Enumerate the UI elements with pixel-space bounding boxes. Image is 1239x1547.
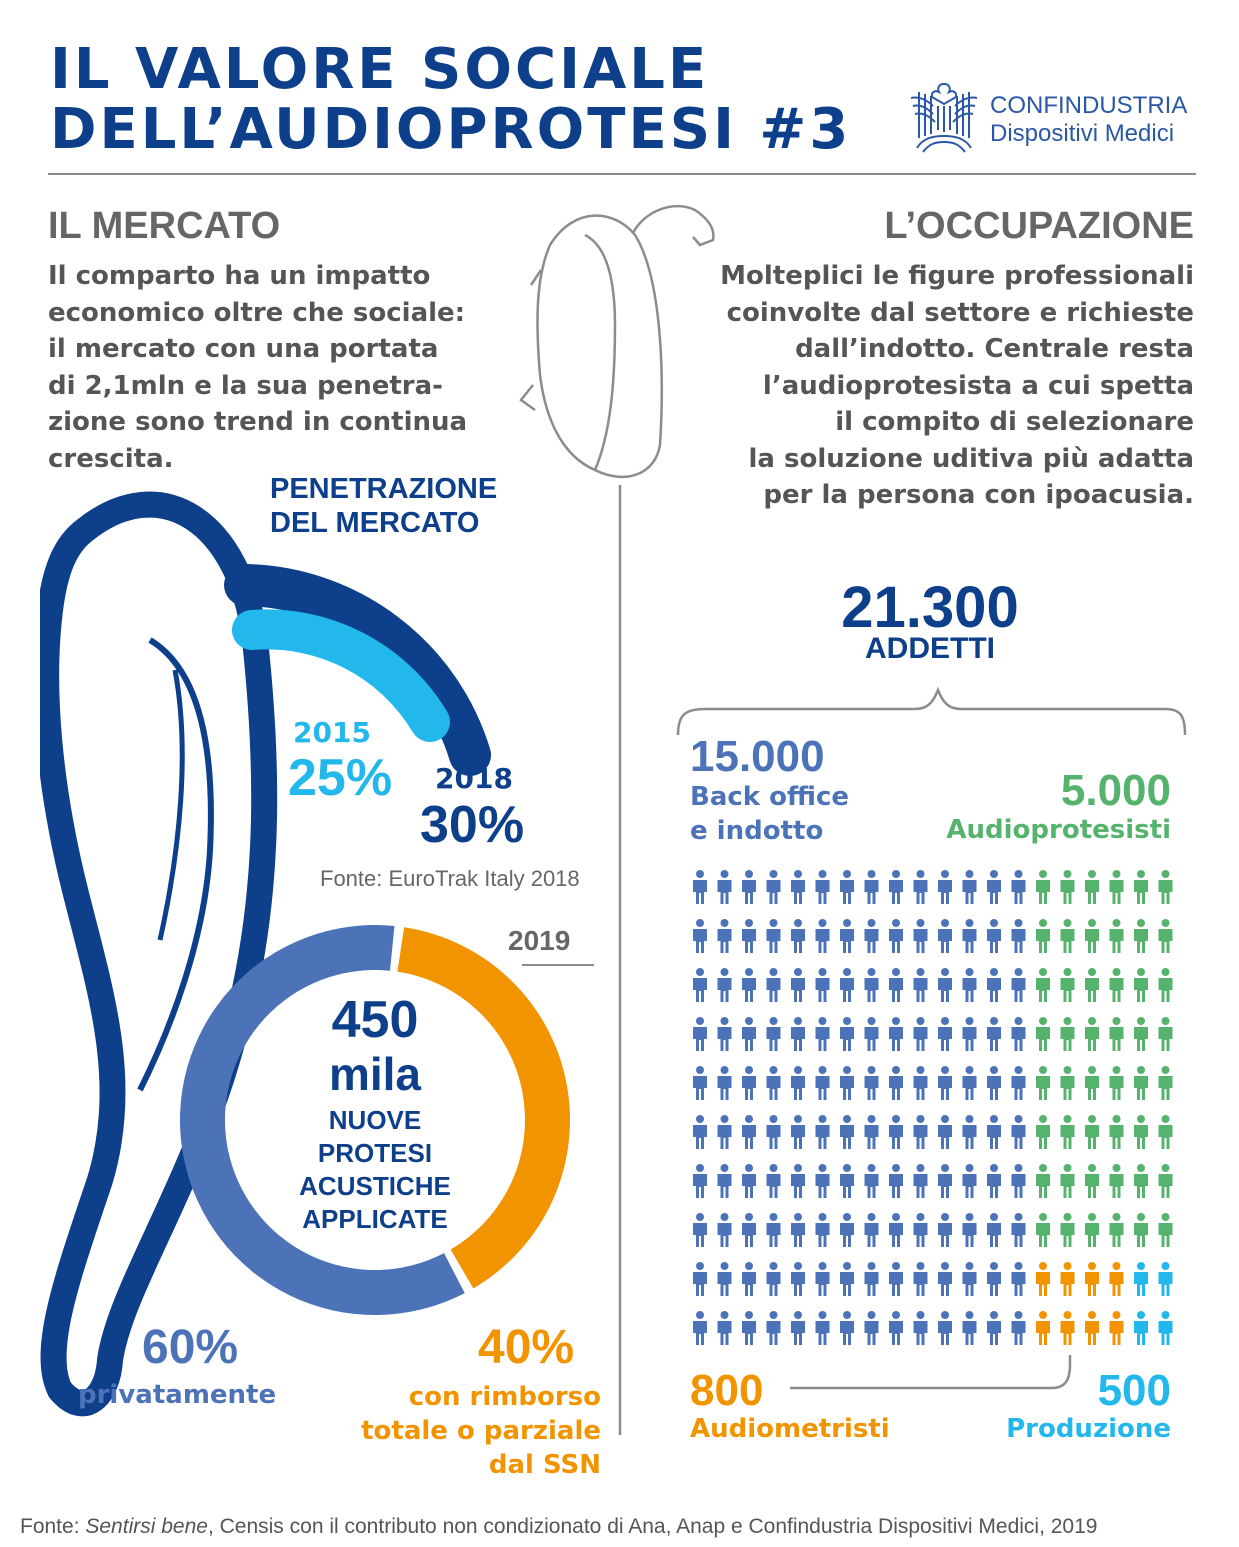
- person-icon: [693, 1311, 707, 1345]
- person-icon: [791, 1115, 805, 1149]
- person-icon: [938, 1115, 952, 1149]
- occupazione-heading: L’OCCUPAZIONE: [884, 205, 1194, 247]
- person-icon: [914, 1164, 928, 1198]
- person-icon: [767, 1115, 781, 1149]
- ssn-label-2: totale o parziale: [361, 1416, 601, 1446]
- person-icon: [816, 968, 830, 1002]
- mercato-heading: IL MERCATO: [48, 205, 281, 247]
- logo-text: [990, 92, 1187, 148]
- person-icon: [791, 1164, 805, 1198]
- audioprotesisti-value: 5.000: [1060, 766, 1171, 815]
- protesi-center: [240, 992, 510, 1236]
- back-office-label-2: e indotto: [690, 816, 824, 846]
- person-icon: [963, 1311, 977, 1345]
- person-icon: [987, 1066, 1001, 1100]
- person-icon: [1036, 919, 1050, 953]
- person-icon: [767, 1311, 781, 1345]
- value-2015: 25%: [288, 749, 393, 807]
- person-icon: [1134, 1164, 1148, 1198]
- person-icon: [865, 1164, 879, 1198]
- person-icon: [840, 1213, 854, 1247]
- person-icon: [1012, 1213, 1026, 1247]
- audiometristi-connector: [790, 1355, 1080, 1395]
- person-icon: [1061, 1311, 1075, 1345]
- person-icon: [914, 1017, 928, 1051]
- person-icon: [693, 1017, 707, 1051]
- person-icon: [889, 968, 903, 1002]
- person-icon: [963, 1017, 977, 1051]
- person-icon: [938, 1164, 952, 1198]
- person-icon: [718, 1262, 732, 1296]
- person-icon: [742, 870, 756, 904]
- person-icon: [1159, 1164, 1173, 1198]
- person-icon: [816, 919, 830, 953]
- person-icon: [840, 919, 854, 953]
- year-2015: 2015: [293, 716, 371, 749]
- header-divider: [48, 173, 1196, 175]
- mercato-text-line: zione sono trend in continua: [48, 407, 468, 437]
- person-icon: [816, 1066, 830, 1100]
- person-icon: [914, 1066, 928, 1100]
- footer-italic: Sentirsi bene: [85, 1515, 208, 1538]
- person-icon: [767, 1213, 781, 1247]
- person-icon: [865, 1262, 879, 1296]
- person-icon: [987, 1311, 1001, 1345]
- person-icon: [1085, 968, 1099, 1002]
- person-icon: [963, 1164, 977, 1198]
- person-icon: [791, 968, 805, 1002]
- back-office-label-1: Back office: [690, 782, 850, 812]
- person-icon: [1036, 870, 1050, 904]
- person-icon: [767, 1262, 781, 1296]
- person-icon: [1036, 1311, 1050, 1345]
- person-icon: [987, 1164, 1001, 1198]
- person-icon: [987, 919, 1001, 953]
- person-icon: [987, 870, 1001, 904]
- person-icon: [1134, 1066, 1148, 1100]
- person-icon: [693, 919, 707, 953]
- person-icon: [742, 968, 756, 1002]
- mercato-text-line: economico oltre che sociale:: [48, 297, 466, 328]
- person-icon: [987, 968, 1001, 1002]
- person-icon: [914, 968, 928, 1002]
- person-icon: [1036, 1164, 1050, 1198]
- person-icon: [840, 1017, 854, 1051]
- ssn-label: [361, 1380, 601, 1482]
- eagle-logo-icon: [905, 78, 983, 156]
- person-icon: [767, 919, 781, 953]
- person-icon: [1061, 968, 1075, 1002]
- mercato-text-line: il mercato con una portata: [48, 334, 439, 364]
- title-line-1: IL VALORE SOCIALE: [50, 37, 710, 102]
- person-icon: [963, 968, 977, 1002]
- person-icon: [938, 1262, 952, 1296]
- person-icon: [840, 870, 854, 904]
- person-icon: [938, 1311, 952, 1345]
- person-icon: [693, 1213, 707, 1247]
- person-icon: [1061, 1164, 1075, 1198]
- back-office-label: [690, 780, 849, 848]
- person-icon: [1110, 1311, 1124, 1345]
- person-icon: [742, 1066, 756, 1100]
- mercato-text: [48, 258, 528, 477]
- person-icon: [791, 870, 805, 904]
- person-icon: [938, 1066, 952, 1100]
- person-icon: [1012, 1066, 1026, 1100]
- person-icon: [1134, 1017, 1148, 1051]
- person-icon: [791, 1213, 805, 1247]
- person-icon: [742, 1262, 756, 1296]
- mercato-text-line: crescita.: [48, 443, 174, 474]
- occupazione-text-line: il compito di selezionare: [835, 407, 1194, 437]
- person-icon: [963, 1115, 977, 1149]
- person-icon: [1012, 919, 1026, 953]
- person-icon: [718, 870, 732, 904]
- occupazione-text-line: coinvolte dal settore e richieste: [726, 297, 1194, 328]
- person-icon: [1110, 1213, 1124, 1247]
- protesi-number: 450: [331, 991, 419, 1049]
- person-icon: [1085, 1066, 1099, 1100]
- person-icon: [1085, 1164, 1099, 1198]
- person-icon: [1110, 1017, 1124, 1051]
- person-icon: [816, 1311, 830, 1345]
- person-icon: [816, 1017, 830, 1051]
- person-icon: [816, 870, 830, 904]
- penetrazione-title-2: DEL MERCATO: [270, 507, 480, 539]
- person-icon: [987, 1262, 1001, 1296]
- person-icon: [791, 919, 805, 953]
- person-icon: [1085, 919, 1099, 953]
- person-icon: [718, 919, 732, 953]
- person-icon: [938, 870, 952, 904]
- person-icon: [963, 870, 977, 904]
- person-icon: [1110, 968, 1124, 1002]
- person-icon: [1110, 919, 1124, 953]
- person-icon: [840, 1066, 854, 1100]
- penetrazione-source: Fonte: EuroTrak Italy 2018: [320, 866, 580, 891]
- person-icon: [1061, 1115, 1075, 1149]
- value-2018: 30%: [420, 796, 525, 854]
- person-icon: [1134, 870, 1148, 904]
- person-icon: [693, 968, 707, 1002]
- person-icon: [1159, 1115, 1173, 1149]
- person-icon: [718, 1066, 732, 1100]
- page-title: [50, 37, 852, 162]
- person-icon: [914, 1262, 928, 1296]
- people-pictogram-grid: [688, 868, 1178, 1358]
- person-icon: [840, 1262, 854, 1296]
- person-icon: [1134, 968, 1148, 1002]
- ssn-pct: 40%: [478, 1321, 575, 1374]
- ssn-label-1: con rimborso: [408, 1382, 601, 1412]
- back-office-value: 15.000: [690, 732, 825, 781]
- person-icon: [1061, 1213, 1075, 1247]
- person-icon: [1036, 968, 1050, 1002]
- footer-source: [20, 1515, 1220, 1539]
- person-icon: [767, 968, 781, 1002]
- person-icon: [1110, 870, 1124, 904]
- person-icon: [938, 1213, 952, 1247]
- person-icon: [718, 1311, 732, 1345]
- person-icon: [1012, 1164, 1026, 1198]
- person-icon: [889, 1164, 903, 1198]
- person-icon: [1159, 919, 1173, 953]
- ear-inner-line-2: [160, 670, 182, 940]
- person-icon: [693, 1115, 707, 1149]
- person-icon: [914, 1311, 928, 1345]
- person-icon: [889, 1213, 903, 1247]
- person-icon: [938, 1017, 952, 1051]
- person-icon: [1110, 1262, 1124, 1296]
- person-icon: [987, 1115, 1001, 1149]
- occupazione-text-line: per la persona con ipoacusia.: [763, 480, 1194, 510]
- mercato-text-line: di 2,1mln e la sua penetra-: [48, 370, 443, 401]
- person-icon: [889, 870, 903, 904]
- person-icon: [889, 1311, 903, 1345]
- addetti-total: 21.300: [841, 575, 1019, 640]
- person-icon: [987, 1017, 1001, 1051]
- person-icon: [987, 1213, 1001, 1247]
- person-icon: [914, 870, 928, 904]
- person-icon: [865, 1017, 879, 1051]
- occupazione-text-line: l’audioprotesista a cui spetta: [762, 370, 1194, 401]
- person-icon: [1110, 1164, 1124, 1198]
- person-icon: [767, 870, 781, 904]
- person-icon: [742, 1115, 756, 1149]
- private-label: privatamente: [78, 1380, 277, 1410]
- footer-prefix: Fonte:: [20, 1515, 86, 1538]
- ssn-label-3: dal SSN: [488, 1450, 601, 1480]
- person-icon: [963, 919, 977, 953]
- person-icon: [1085, 1115, 1099, 1149]
- person-icon: [791, 1066, 805, 1100]
- protesi-year: 2019: [508, 925, 571, 956]
- person-icon: [1036, 1213, 1050, 1247]
- person-icon: [1134, 1262, 1148, 1296]
- produzione-value: 500: [1097, 1366, 1171, 1415]
- protesi-label-1: NUOVE: [328, 1105, 422, 1135]
- person-icon: [1061, 870, 1075, 904]
- person-icon: [840, 1164, 854, 1198]
- protesi-label-4: APPLICATE: [302, 1204, 448, 1234]
- protesi-label-2: PROTESI: [317, 1138, 433, 1168]
- person-icon: [1110, 1066, 1124, 1100]
- person-icon: [938, 968, 952, 1002]
- person-icon: [1061, 1066, 1075, 1100]
- person-icon: [1061, 1262, 1075, 1296]
- person-icon: [693, 1164, 707, 1198]
- person-icon: [938, 919, 952, 953]
- person-icon: [718, 1213, 732, 1247]
- person-icon: [1134, 1311, 1148, 1345]
- person-icon: [1159, 1213, 1173, 1247]
- person-icon: [1159, 1311, 1173, 1345]
- person-icon: [718, 1164, 732, 1198]
- person-icon: [865, 1066, 879, 1100]
- protesi-unit: mila: [328, 1048, 422, 1100]
- produzione-label: Produzione: [1006, 1414, 1171, 1444]
- person-icon: [889, 919, 903, 953]
- person-icon: [816, 1115, 830, 1149]
- person-icon: [1036, 1066, 1050, 1100]
- person-icon: [865, 968, 879, 1002]
- penetrazione-title-1: PENETRAZIONE: [270, 473, 498, 505]
- person-icon: [718, 1115, 732, 1149]
- person-icon: [791, 1311, 805, 1345]
- protesi-label-3: ACUSTICHE: [299, 1171, 451, 1201]
- person-icon: [1159, 1017, 1173, 1051]
- person-icon: [1159, 870, 1173, 904]
- person-icon: [718, 1017, 732, 1051]
- occupazione-text-line: la soluzione uditiva più adatta: [748, 443, 1194, 474]
- audiometristi-value: 800: [690, 1366, 764, 1415]
- person-icon: [1012, 968, 1026, 1002]
- audiometristi-label: Audiometristi: [690, 1414, 890, 1444]
- person-icon: [742, 1017, 756, 1051]
- person-icon: [1134, 1213, 1148, 1247]
- person-icon: [963, 1262, 977, 1296]
- title-line-2: DELL’AUDIOPROTESI #3: [50, 97, 852, 162]
- person-icon: [1134, 1115, 1148, 1149]
- person-icon: [1036, 1017, 1050, 1051]
- person-icon: [889, 1066, 903, 1100]
- audioprotesisti-label: Audioprotesisti: [946, 815, 1171, 845]
- mercato-text-line: Il comparto ha un impatto: [48, 261, 431, 291]
- person-icon: [914, 919, 928, 953]
- person-icon: [1085, 1017, 1099, 1051]
- person-icon: [865, 870, 879, 904]
- person-icon: [963, 1213, 977, 1247]
- person-icon: [693, 1262, 707, 1296]
- person-icon: [840, 1115, 854, 1149]
- person-icon: [1159, 1066, 1173, 1100]
- person-icon: [1012, 870, 1026, 904]
- person-icon: [1061, 1017, 1075, 1051]
- person-icon: [816, 1213, 830, 1247]
- year-2018: 2018: [435, 762, 513, 795]
- person-icon: [889, 1115, 903, 1149]
- person-icon: [1085, 1262, 1099, 1296]
- addetti-total-label: ADDETTI: [865, 632, 995, 665]
- person-icon: [1012, 1262, 1026, 1296]
- person-icon: [865, 919, 879, 953]
- logo-line-1: CONFINDUSTRIA: [990, 92, 1188, 119]
- person-icon: [693, 870, 707, 904]
- person-icon: [1110, 1115, 1124, 1149]
- person-icon: [914, 1213, 928, 1247]
- person-icon: [1036, 1115, 1050, 1149]
- person-icon: [791, 1017, 805, 1051]
- occupazione-text-line: Molteplici le figure professionali: [720, 261, 1194, 291]
- person-icon: [840, 968, 854, 1002]
- person-icon: [1012, 1017, 1026, 1051]
- person-icon: [914, 1115, 928, 1149]
- person-icon: [865, 1311, 879, 1345]
- person-icon: [742, 919, 756, 953]
- person-icon: [1159, 1262, 1173, 1296]
- person-icon: [1036, 1262, 1050, 1296]
- person-icon: [1134, 919, 1148, 953]
- person-icon: [1085, 1213, 1099, 1247]
- person-icon: [742, 1213, 756, 1247]
- private-pct: 60%: [142, 1321, 239, 1374]
- person-icon: [963, 1066, 977, 1100]
- penetrazione-title: [270, 472, 497, 540]
- person-icon: [889, 1262, 903, 1296]
- person-icon: [767, 1017, 781, 1051]
- person-icon: [693, 1066, 707, 1100]
- person-icon: [816, 1164, 830, 1198]
- person-icon: [1159, 968, 1173, 1002]
- person-icon: [1085, 870, 1099, 904]
- person-icon: [889, 1017, 903, 1051]
- person-icon: [767, 1066, 781, 1100]
- person-icon: [791, 1262, 805, 1296]
- person-icon: [1012, 1311, 1026, 1345]
- person-icon: [840, 1311, 854, 1345]
- occupazione-text-line: dall’indotto. Centrale resta: [795, 334, 1194, 364]
- year-underline: [522, 964, 594, 966]
- person-icon: [718, 968, 732, 1002]
- person-icon: [742, 1311, 756, 1345]
- person-icon: [1085, 1311, 1099, 1345]
- person-icon: [816, 1262, 830, 1296]
- person-icon: [1061, 919, 1075, 953]
- person-icon: [865, 1115, 879, 1149]
- person-icon: [1012, 1115, 1026, 1149]
- footer-rest: , Censis con il contributo non condizionato di Ana, Anap e Confindustria Dispositivi Medici, 2019: [207, 1515, 1098, 1538]
- person-icon: [767, 1164, 781, 1198]
- person-icon: [865, 1213, 879, 1247]
- logo-line-2: Dispositivi Medici: [990, 120, 1175, 147]
- person-icon: [742, 1164, 756, 1198]
